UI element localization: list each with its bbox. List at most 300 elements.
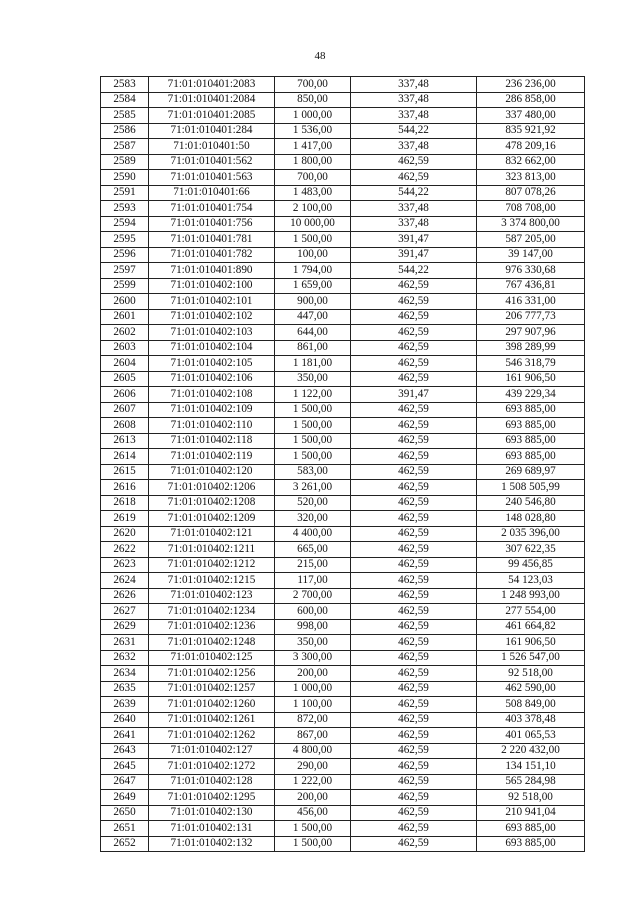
rate-cell: 391,47 bbox=[351, 232, 477, 248]
row-number-cell: 2649 bbox=[101, 790, 149, 806]
cadastral-number-cell: 71:01:010401:2084 bbox=[149, 92, 275, 108]
area-cell: 1 000,00 bbox=[275, 681, 351, 697]
rate-cell: 462,59 bbox=[351, 681, 477, 697]
rate-cell: 462,59 bbox=[351, 340, 477, 356]
row-number-cell: 2614 bbox=[101, 449, 149, 465]
table-row bbox=[101, 774, 585, 790]
cadastral-number-cell: 71:01:010402:1206 bbox=[149, 480, 275, 496]
row-number-cell: 2616 bbox=[101, 480, 149, 496]
table-row bbox=[101, 77, 585, 93]
row-number-cell: 2597 bbox=[101, 263, 149, 279]
rate-cell: 462,59 bbox=[351, 650, 477, 666]
cadastral-number-cell: 71:01:010402:101 bbox=[149, 294, 275, 310]
value-cell: 461 664,82 bbox=[477, 619, 585, 635]
cadastral-number-cell: 71:01:010402:102 bbox=[149, 309, 275, 325]
area-cell: 200,00 bbox=[275, 666, 351, 682]
rate-cell: 462,59 bbox=[351, 495, 477, 511]
cadastral-number-cell: 71:01:010402:123 bbox=[149, 588, 275, 604]
cadastral-number-cell: 71:01:010402:127 bbox=[149, 743, 275, 759]
cadastral-number-cell: 71:01:010402:1234 bbox=[149, 604, 275, 620]
area-cell: 1 500,00 bbox=[275, 449, 351, 465]
cadastral-number-cell: 71:01:010402:121 bbox=[149, 526, 275, 542]
table-row bbox=[101, 495, 585, 511]
table-row bbox=[101, 433, 585, 449]
value-cell: 236 236,00 bbox=[477, 77, 585, 93]
area-cell: 2 700,00 bbox=[275, 588, 351, 604]
rate-cell: 337,48 bbox=[351, 216, 477, 232]
rate-cell: 462,59 bbox=[351, 790, 477, 806]
value-cell: 462 590,00 bbox=[477, 681, 585, 697]
rate-cell: 462,59 bbox=[351, 433, 477, 449]
row-number-cell: 2613 bbox=[101, 433, 149, 449]
row-number-cell: 2620 bbox=[101, 526, 149, 542]
table-row bbox=[101, 511, 585, 527]
row-number-cell: 2652 bbox=[101, 836, 149, 852]
rate-cell: 462,59 bbox=[351, 604, 477, 620]
rate-cell: 462,59 bbox=[351, 402, 477, 418]
row-number-cell: 2635 bbox=[101, 681, 149, 697]
cadastral-number-cell: 71:01:010402:105 bbox=[149, 356, 275, 372]
rate-cell: 462,59 bbox=[351, 728, 477, 744]
row-number-cell: 2639 bbox=[101, 697, 149, 713]
cadastral-number-cell: 71:01:010402:1295 bbox=[149, 790, 275, 806]
value-cell: 161 906,50 bbox=[477, 371, 585, 387]
value-cell: 693 885,00 bbox=[477, 821, 585, 837]
row-number-cell: 2623 bbox=[101, 557, 149, 573]
cadastral-number-cell: 71:01:010401:2083 bbox=[149, 77, 275, 93]
value-cell: 92 518,00 bbox=[477, 790, 585, 806]
cadastral-number-cell: 71:01:010402:119 bbox=[149, 449, 275, 465]
area-cell: 1 800,00 bbox=[275, 154, 351, 170]
cadastral-number-cell: 71:01:010402:1236 bbox=[149, 619, 275, 635]
rate-cell: 462,59 bbox=[351, 464, 477, 480]
rate-cell: 462,59 bbox=[351, 619, 477, 635]
row-number-cell: 2650 bbox=[101, 805, 149, 821]
value-cell: 807 078,26 bbox=[477, 185, 585, 201]
rate-cell: 462,59 bbox=[351, 743, 477, 759]
value-cell: 297 907,96 bbox=[477, 325, 585, 341]
value-cell: 976 330,68 bbox=[477, 263, 585, 279]
rate-cell: 462,59 bbox=[351, 542, 477, 558]
rate-cell: 462,59 bbox=[351, 666, 477, 682]
value-cell: 240 546,80 bbox=[477, 495, 585, 511]
table-row bbox=[101, 619, 585, 635]
cadastral-number-cell: 71:01:010401:754 bbox=[149, 201, 275, 217]
cadastral-number-cell: 71:01:010401:562 bbox=[149, 154, 275, 170]
row-number-cell: 2651 bbox=[101, 821, 149, 837]
rate-cell: 462,59 bbox=[351, 449, 477, 465]
table-row bbox=[101, 356, 585, 372]
area-cell: 1 222,00 bbox=[275, 774, 351, 790]
rate-cell: 462,59 bbox=[351, 573, 477, 589]
cadastral-number-cell: 71:01:010402:1260 bbox=[149, 697, 275, 713]
table-row bbox=[101, 216, 585, 232]
table-row bbox=[101, 170, 585, 186]
cadastral-number-cell: 71:01:010401:50 bbox=[149, 139, 275, 155]
rate-cell: 337,48 bbox=[351, 77, 477, 93]
rate-cell: 391,47 bbox=[351, 247, 477, 263]
rate-cell: 462,59 bbox=[351, 697, 477, 713]
row-number-cell: 2605 bbox=[101, 371, 149, 387]
row-number-cell: 2618 bbox=[101, 495, 149, 511]
cadastral-number-cell: 71:01:010402:131 bbox=[149, 821, 275, 837]
value-cell: 337 480,00 bbox=[477, 108, 585, 124]
value-cell: 401 065,53 bbox=[477, 728, 585, 744]
area-cell: 3 261,00 bbox=[275, 480, 351, 496]
row-number-cell: 2624 bbox=[101, 573, 149, 589]
table-row bbox=[101, 464, 585, 480]
rate-cell: 462,59 bbox=[351, 759, 477, 775]
table-row bbox=[101, 325, 585, 341]
rate-cell: 391,47 bbox=[351, 387, 477, 403]
rate-cell: 462,59 bbox=[351, 712, 477, 728]
rate-cell: 462,59 bbox=[351, 635, 477, 651]
row-number-cell: 2594 bbox=[101, 216, 149, 232]
area-cell: 3 300,00 bbox=[275, 650, 351, 666]
cadastral-number-cell: 71:01:010402:1262 bbox=[149, 728, 275, 744]
rate-cell: 462,59 bbox=[351, 418, 477, 434]
area-cell: 1 794,00 bbox=[275, 263, 351, 279]
rate-cell: 462,59 bbox=[351, 309, 477, 325]
table-row bbox=[101, 650, 585, 666]
rate-cell: 462,59 bbox=[351, 294, 477, 310]
table-row bbox=[101, 108, 585, 124]
value-cell: 439 229,34 bbox=[477, 387, 585, 403]
row-number-cell: 2593 bbox=[101, 201, 149, 217]
value-cell: 835 921,92 bbox=[477, 123, 585, 139]
area-cell: 1 500,00 bbox=[275, 836, 351, 852]
area-cell: 1 500,00 bbox=[275, 821, 351, 837]
area-cell: 1 500,00 bbox=[275, 433, 351, 449]
rate-cell: 462,59 bbox=[351, 278, 477, 294]
value-cell: 92 518,00 bbox=[477, 666, 585, 682]
cadastral-number-cell: 71:01:010401:2085 bbox=[149, 108, 275, 124]
row-number-cell: 2604 bbox=[101, 356, 149, 372]
page-number: 48 bbox=[314, 50, 326, 62]
value-cell: 161 906,50 bbox=[477, 635, 585, 651]
area-cell: 117,00 bbox=[275, 573, 351, 589]
row-number-cell: 2585 bbox=[101, 108, 149, 124]
row-number-cell: 2622 bbox=[101, 542, 149, 558]
cadastral-number-cell: 71:01:010402:1212 bbox=[149, 557, 275, 573]
area-cell: 1 181,00 bbox=[275, 356, 351, 372]
area-cell: 867,00 bbox=[275, 728, 351, 744]
area-cell: 1 500,00 bbox=[275, 232, 351, 248]
value-cell: 508 849,00 bbox=[477, 697, 585, 713]
cadastral-number-cell: 71:01:010401:890 bbox=[149, 263, 275, 279]
value-cell: 286 858,00 bbox=[477, 92, 585, 108]
table-row bbox=[101, 526, 585, 542]
cadastral-number-cell: 71:01:010402:110 bbox=[149, 418, 275, 434]
value-cell: 693 885,00 bbox=[477, 449, 585, 465]
cadastral-number-cell: 71:01:010402:106 bbox=[149, 371, 275, 387]
area-cell: 998,00 bbox=[275, 619, 351, 635]
row-number-cell: 2587 bbox=[101, 139, 149, 155]
table-row bbox=[101, 340, 585, 356]
parcel-table bbox=[100, 76, 585, 852]
row-number-cell: 2596 bbox=[101, 247, 149, 263]
cadastral-number-cell: 71:01:010401:782 bbox=[149, 247, 275, 263]
cadastral-number-cell: 71:01:010402:118 bbox=[149, 433, 275, 449]
table-row bbox=[101, 154, 585, 170]
rate-cell: 462,59 bbox=[351, 557, 477, 573]
row-number-cell: 2645 bbox=[101, 759, 149, 775]
cadastral-number-cell: 71:01:010402:1272 bbox=[149, 759, 275, 775]
table-row bbox=[101, 712, 585, 728]
table-row bbox=[101, 139, 585, 155]
rate-cell: 544,22 bbox=[351, 185, 477, 201]
cadastral-number-cell: 71:01:010402:132 bbox=[149, 836, 275, 852]
value-cell: 2 220 432,00 bbox=[477, 743, 585, 759]
cadastral-number-cell: 71:01:010402:1261 bbox=[149, 712, 275, 728]
table-row bbox=[101, 247, 585, 263]
area-cell: 447,00 bbox=[275, 309, 351, 325]
rate-cell: 544,22 bbox=[351, 123, 477, 139]
area-cell: 290,00 bbox=[275, 759, 351, 775]
cadastral-number-cell: 71:01:010402:100 bbox=[149, 278, 275, 294]
row-number-cell: 2619 bbox=[101, 511, 149, 527]
table-row bbox=[101, 805, 585, 821]
row-number-cell: 2631 bbox=[101, 635, 149, 651]
rate-cell: 462,59 bbox=[351, 154, 477, 170]
area-cell: 1 659,00 bbox=[275, 278, 351, 294]
value-cell: 2 035 396,00 bbox=[477, 526, 585, 542]
rate-cell: 462,59 bbox=[351, 356, 477, 372]
area-cell: 1 100,00 bbox=[275, 697, 351, 713]
row-number-cell: 2607 bbox=[101, 402, 149, 418]
rate-cell: 462,59 bbox=[351, 805, 477, 821]
rate-cell: 462,59 bbox=[351, 588, 477, 604]
value-cell: 403 378,48 bbox=[477, 712, 585, 728]
value-cell: 54 123,03 bbox=[477, 573, 585, 589]
table-row bbox=[101, 449, 585, 465]
area-cell: 900,00 bbox=[275, 294, 351, 310]
value-cell: 693 885,00 bbox=[477, 433, 585, 449]
rate-cell: 462,59 bbox=[351, 170, 477, 186]
cadastral-number-cell: 71:01:010402:1257 bbox=[149, 681, 275, 697]
row-number-cell: 2640 bbox=[101, 712, 149, 728]
row-number-cell: 2589 bbox=[101, 154, 149, 170]
table-row bbox=[101, 588, 585, 604]
table-row bbox=[101, 294, 585, 310]
area-cell: 4 400,00 bbox=[275, 526, 351, 542]
value-cell: 1 248 993,00 bbox=[477, 588, 585, 604]
cadastral-number-cell: 71:01:010401:284 bbox=[149, 123, 275, 139]
area-cell: 700,00 bbox=[275, 170, 351, 186]
rate-cell: 337,48 bbox=[351, 139, 477, 155]
table-row bbox=[101, 232, 585, 248]
cadastral-number-cell: 71:01:010402:1248 bbox=[149, 635, 275, 651]
area-cell: 665,00 bbox=[275, 542, 351, 558]
value-cell: 693 885,00 bbox=[477, 836, 585, 852]
row-number-cell: 2584 bbox=[101, 92, 149, 108]
area-cell: 600,00 bbox=[275, 604, 351, 620]
table-row bbox=[101, 836, 585, 852]
row-number-cell: 2647 bbox=[101, 774, 149, 790]
table-row bbox=[101, 821, 585, 837]
rate-cell: 462,59 bbox=[351, 774, 477, 790]
row-number-cell: 2634 bbox=[101, 666, 149, 682]
value-cell: 1 508 505,99 bbox=[477, 480, 585, 496]
rate-cell: 462,59 bbox=[351, 480, 477, 496]
cadastral-number-cell: 71:01:010402:120 bbox=[149, 464, 275, 480]
area-cell: 200,00 bbox=[275, 790, 351, 806]
row-number-cell: 2602 bbox=[101, 325, 149, 341]
table-row bbox=[101, 542, 585, 558]
cadastral-number-cell: 71:01:010402:108 bbox=[149, 387, 275, 403]
table-row bbox=[101, 418, 585, 434]
table-row bbox=[101, 604, 585, 620]
value-cell: 277 554,00 bbox=[477, 604, 585, 620]
row-number-cell: 2583 bbox=[101, 77, 149, 93]
area-cell: 2 100,00 bbox=[275, 201, 351, 217]
table-row bbox=[101, 387, 585, 403]
rate-cell: 337,48 bbox=[351, 108, 477, 124]
row-number-cell: 2629 bbox=[101, 619, 149, 635]
table-row bbox=[101, 309, 585, 325]
value-cell: 546 318,79 bbox=[477, 356, 585, 372]
row-number-cell: 2627 bbox=[101, 604, 149, 620]
area-cell: 350,00 bbox=[275, 635, 351, 651]
area-cell: 456,00 bbox=[275, 805, 351, 821]
cadastral-number-cell: 71:01:010402:109 bbox=[149, 402, 275, 418]
row-number-cell: 2632 bbox=[101, 650, 149, 666]
rate-cell: 462,59 bbox=[351, 371, 477, 387]
value-cell: 416 331,00 bbox=[477, 294, 585, 310]
area-cell: 520,00 bbox=[275, 495, 351, 511]
table-row bbox=[101, 743, 585, 759]
area-cell: 10 000,00 bbox=[275, 216, 351, 232]
cadastral-number-cell: 71:01:010402:130 bbox=[149, 805, 275, 821]
table-row bbox=[101, 635, 585, 651]
table-row bbox=[101, 557, 585, 573]
row-number-cell: 2641 bbox=[101, 728, 149, 744]
value-cell: 99 456,85 bbox=[477, 557, 585, 573]
value-cell: 478 209,16 bbox=[477, 139, 585, 155]
value-cell: 39 147,00 bbox=[477, 247, 585, 263]
value-cell: 1 526 547,00 bbox=[477, 650, 585, 666]
rate-cell: 462,59 bbox=[351, 836, 477, 852]
value-cell: 398 289,99 bbox=[477, 340, 585, 356]
cadastral-number-cell: 71:01:010402:1215 bbox=[149, 573, 275, 589]
cadastral-number-cell: 71:01:010402:125 bbox=[149, 650, 275, 666]
value-cell: 767 436,81 bbox=[477, 278, 585, 294]
parcel-table-body bbox=[101, 77, 585, 852]
value-cell: 323 813,00 bbox=[477, 170, 585, 186]
area-cell: 861,00 bbox=[275, 340, 351, 356]
cadastral-number-cell: 71:01:010401:563 bbox=[149, 170, 275, 186]
rate-cell: 462,59 bbox=[351, 511, 477, 527]
area-cell: 583,00 bbox=[275, 464, 351, 480]
cadastral-number-cell: 71:01:010402:1211 bbox=[149, 542, 275, 558]
row-number-cell: 2591 bbox=[101, 185, 149, 201]
value-cell: 210 941,04 bbox=[477, 805, 585, 821]
table-row bbox=[101, 123, 585, 139]
table-row bbox=[101, 480, 585, 496]
rate-cell: 462,59 bbox=[351, 821, 477, 837]
cadastral-number-cell: 71:01:010402:103 bbox=[149, 325, 275, 341]
area-cell: 1 500,00 bbox=[275, 402, 351, 418]
area-cell: 644,00 bbox=[275, 325, 351, 341]
row-number-cell: 2590 bbox=[101, 170, 149, 186]
row-number-cell: 2595 bbox=[101, 232, 149, 248]
rate-cell: 337,48 bbox=[351, 92, 477, 108]
area-cell: 1 417,00 bbox=[275, 139, 351, 155]
row-number-cell: 2643 bbox=[101, 743, 149, 759]
row-number-cell: 2608 bbox=[101, 418, 149, 434]
table-row bbox=[101, 402, 585, 418]
area-cell: 850,00 bbox=[275, 92, 351, 108]
value-cell: 693 885,00 bbox=[477, 418, 585, 434]
cadastral-number-cell: 71:01:010402:104 bbox=[149, 340, 275, 356]
area-cell: 320,00 bbox=[275, 511, 351, 527]
area-cell: 700,00 bbox=[275, 77, 351, 93]
value-cell: 708 708,00 bbox=[477, 201, 585, 217]
table-row bbox=[101, 263, 585, 279]
value-cell: 148 028,80 bbox=[477, 511, 585, 527]
area-cell: 1 000,00 bbox=[275, 108, 351, 124]
cadastral-number-cell: 71:01:010401:781 bbox=[149, 232, 275, 248]
rate-cell: 337,48 bbox=[351, 201, 477, 217]
cadastral-number-cell: 71:01:010401:66 bbox=[149, 185, 275, 201]
row-number-cell: 2606 bbox=[101, 387, 149, 403]
cadastral-number-cell: 71:01:010401:756 bbox=[149, 216, 275, 232]
value-cell: 269 689,97 bbox=[477, 464, 585, 480]
table-row bbox=[101, 759, 585, 775]
value-cell: 693 885,00 bbox=[477, 402, 585, 418]
table-row bbox=[101, 666, 585, 682]
value-cell: 3 374 800,00 bbox=[477, 216, 585, 232]
table-row bbox=[101, 278, 585, 294]
row-number-cell: 2626 bbox=[101, 588, 149, 604]
value-cell: 565 284,98 bbox=[477, 774, 585, 790]
cadastral-number-cell: 71:01:010402:1209 bbox=[149, 511, 275, 527]
rate-cell: 462,59 bbox=[351, 325, 477, 341]
table-row bbox=[101, 185, 585, 201]
row-number-cell: 2600 bbox=[101, 294, 149, 310]
cadastral-number-cell: 71:01:010402:1208 bbox=[149, 495, 275, 511]
area-cell: 215,00 bbox=[275, 557, 351, 573]
table-row bbox=[101, 92, 585, 108]
table-row bbox=[101, 728, 585, 744]
table-row bbox=[101, 697, 585, 713]
cadastral-number-cell: 71:01:010402:128 bbox=[149, 774, 275, 790]
value-cell: 206 777,73 bbox=[477, 309, 585, 325]
row-number-cell: 2601 bbox=[101, 309, 149, 325]
row-number-cell: 2586 bbox=[101, 123, 149, 139]
area-cell: 1 500,00 bbox=[275, 418, 351, 434]
value-cell: 134 151,10 bbox=[477, 759, 585, 775]
value-cell: 307 622,35 bbox=[477, 542, 585, 558]
area-cell: 1 122,00 bbox=[275, 387, 351, 403]
row-number-cell: 2599 bbox=[101, 278, 149, 294]
table-row bbox=[101, 573, 585, 589]
area-cell: 4 800,00 bbox=[275, 743, 351, 759]
cadastral-number-cell: 71:01:010402:1256 bbox=[149, 666, 275, 682]
area-cell: 100,00 bbox=[275, 247, 351, 263]
value-cell: 832 662,00 bbox=[477, 154, 585, 170]
area-cell: 350,00 bbox=[275, 371, 351, 387]
table-row bbox=[101, 371, 585, 387]
area-cell: 1 536,00 bbox=[275, 123, 351, 139]
rate-cell: 462,59 bbox=[351, 526, 477, 542]
rate-cell: 544,22 bbox=[351, 263, 477, 279]
value-cell: 587 205,00 bbox=[477, 232, 585, 248]
table-row bbox=[101, 790, 585, 806]
table-row bbox=[101, 201, 585, 217]
area-cell: 1 483,00 bbox=[275, 185, 351, 201]
table-row bbox=[101, 681, 585, 697]
